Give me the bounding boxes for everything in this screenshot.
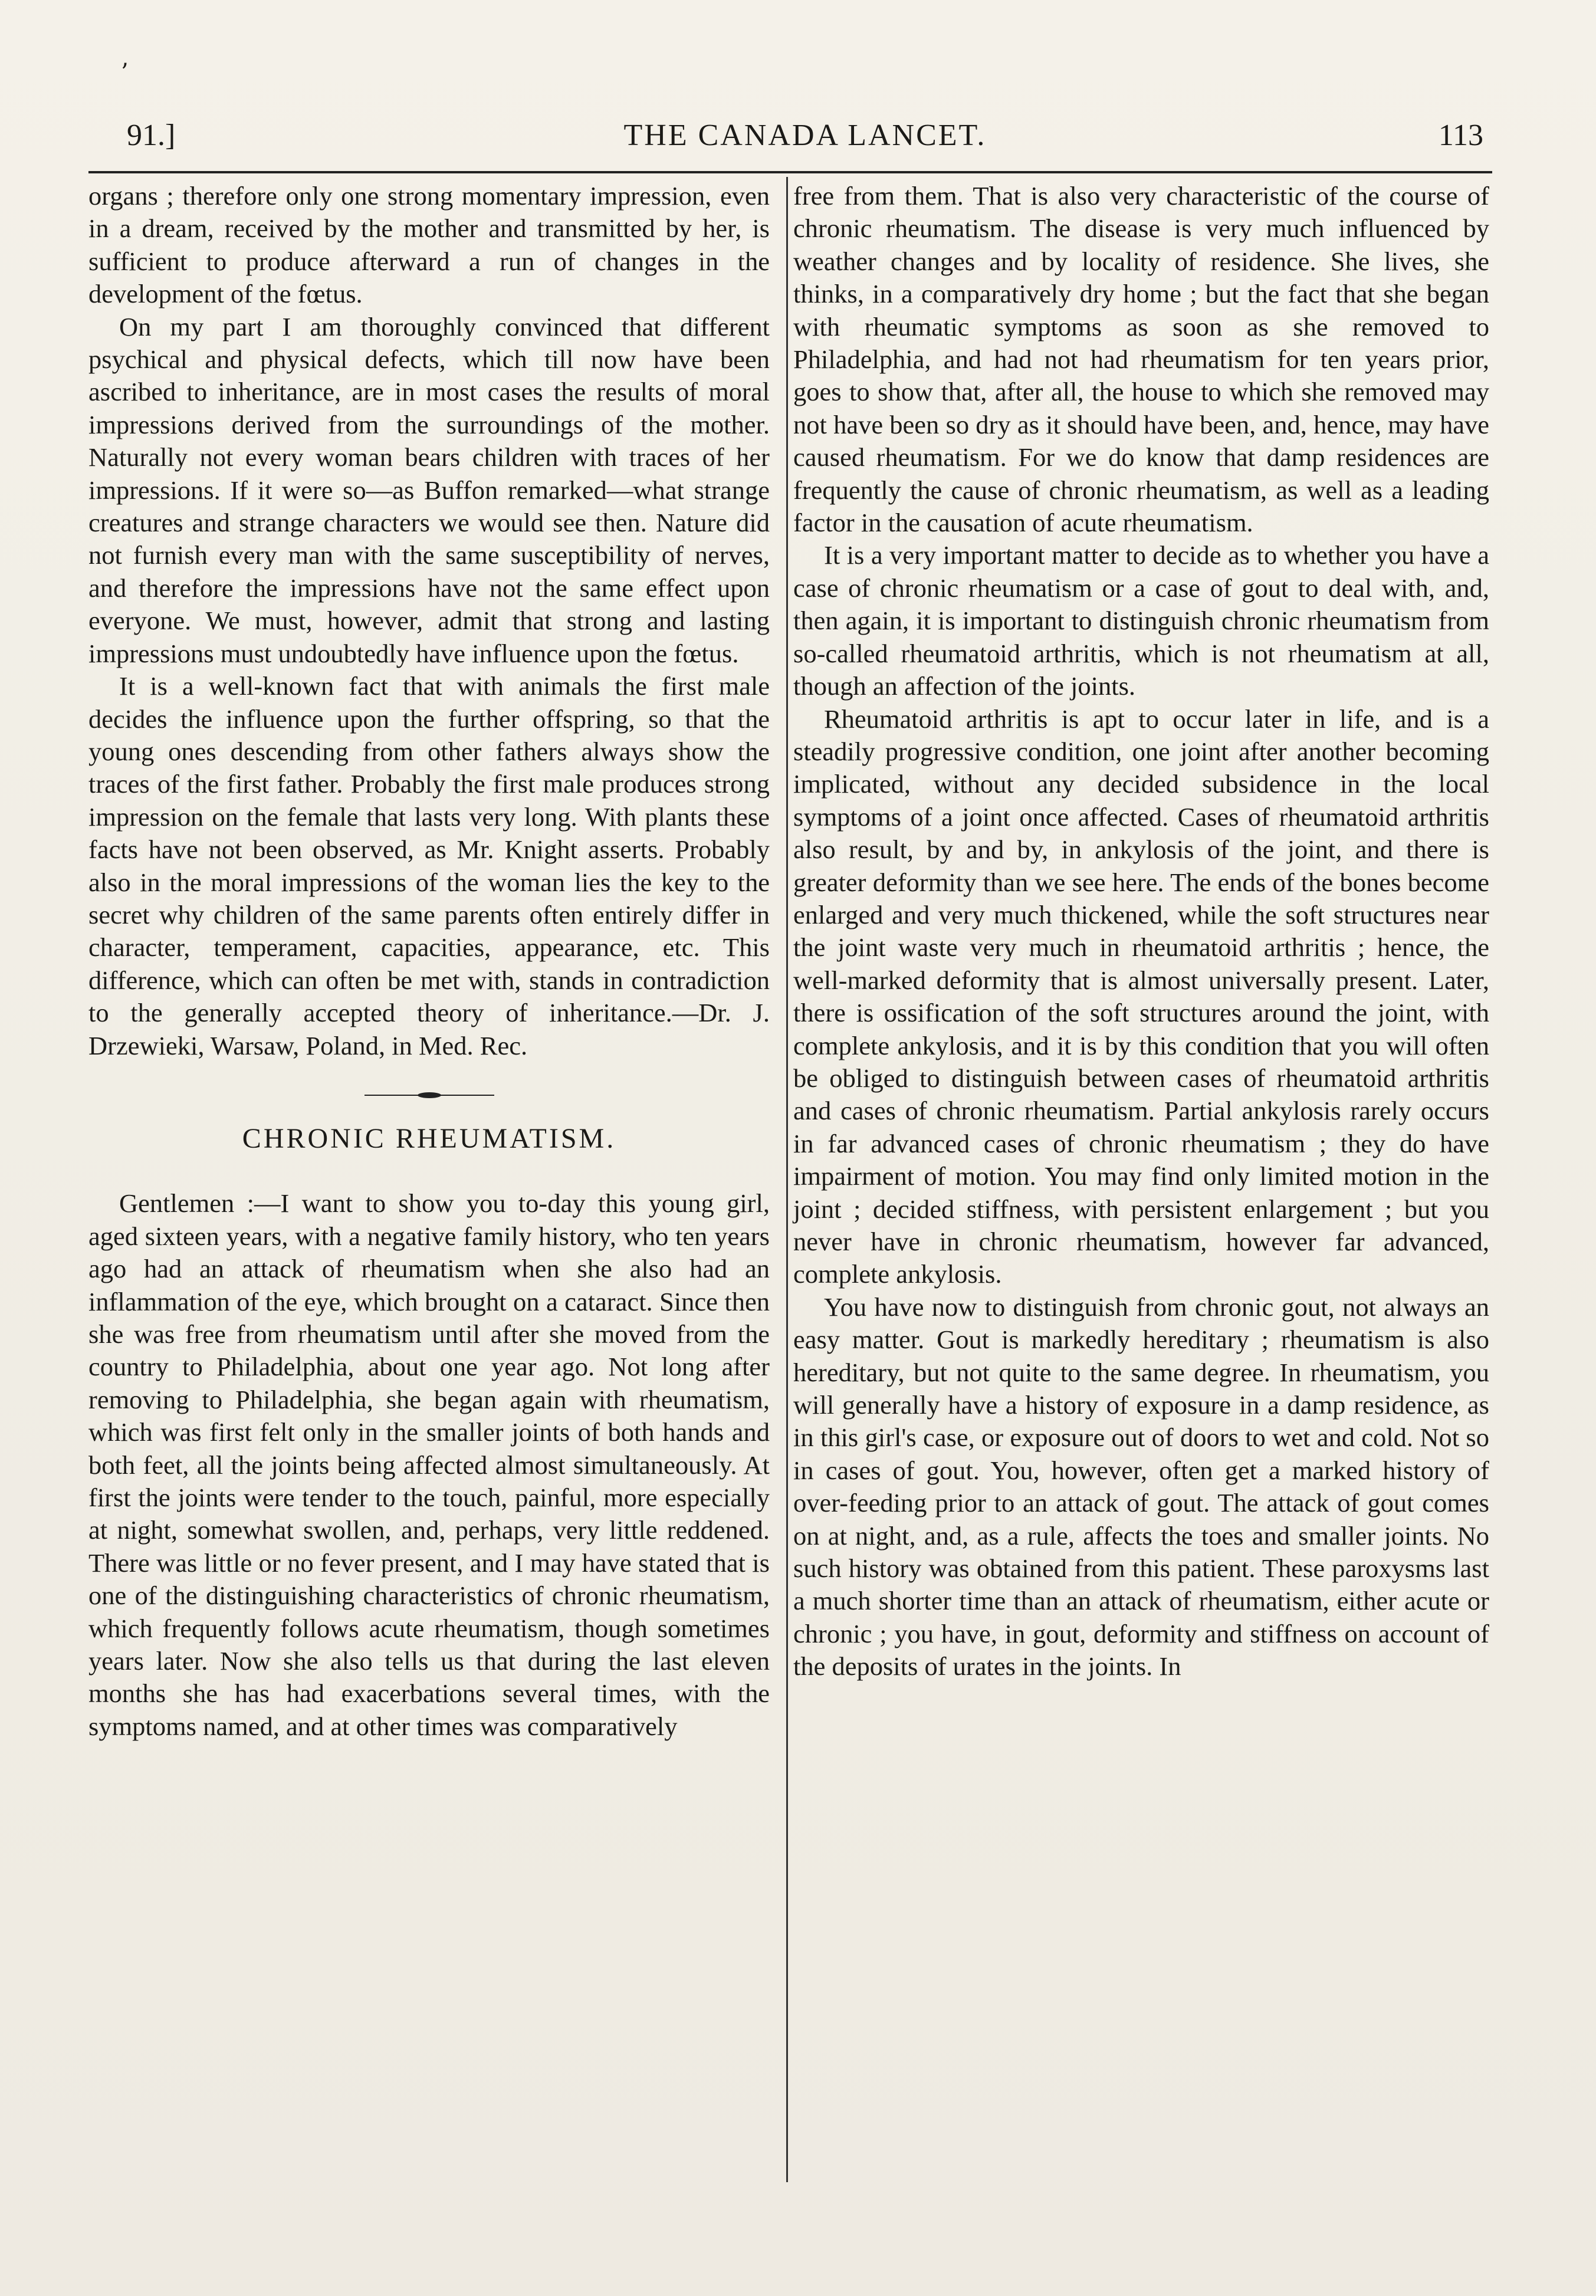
paragraph: You have now to distinguish from chronic gout, not always an easy matter. Gout is markedly hereditary ; rheumatism is also hereditary, but not quite to the same degree. In rheumatism, you will generally have a history of exposure in a damp residence, as in this girl's case, or exposure out of doors to wet and cold. Not so in cases of gout. You, however, often get a marked history of over-feeding prior to an attack of gout. The attack of gout comes on at night, and, as a rule, affects the toes and smaller joints. No such history was obtained from this patient. These paroxysms last a much shorter time than an attack of rheumatism, either acute or chronic ; you have, in gout, deformity and stiffness on account of the deposits of urates in the joints. In bbox=[793, 1292, 1489, 1681]
paragraph: organs ; therefore only one strong momentary impression, even in a dream, received by the mother and transmitted by her, is sufficient to produce afterward a run of changes in the development of the fœtus. bbox=[88, 181, 770, 309]
ink-speck: ’ bbox=[121, 59, 129, 86]
header-rule bbox=[88, 171, 1492, 173]
paragraph: It is a very important matter to decide as to whether you have a case of chronic rheumatism or a case of gout to deal with, and, then again, it is important to distinguish chronic rheumatism from so-called rheumatoid arthritis, which is not rheumatism at all, though an affection of the joints. bbox=[793, 540, 1489, 701]
paragraph: On my part I am thoroughly convinced that different psychical and physical defects, which till now have been ascribed to inheritance, are in most cases the results of moral impressions derived from the surroundings of the mother. Naturally not every woman bears children with traces of her impressions. If it were so—as Buffon remarked—what strange creatures and strange characters we would see then. Nature did not furnish every man with the same susceptibility of nerves, and therefore the impressions have not the same effect upon everyone. We must, however, admit that strong and lasting impressions must undoubtedly have influence upon the fœtus. bbox=[88, 311, 770, 668]
right-column bbox=[787, 180, 1489, 1683]
journal-title: THE CANADA LANCET. bbox=[623, 119, 987, 152]
article-title: CHRONIC RHEUMATISM. bbox=[242, 1122, 616, 1154]
paragraph: Rheumatoid arthritis is apt to occur later in life, and is a steadily progressive condition, one joint after another becoming implicated, without any decided subsidence in the local symptoms of a joint once affected. Cases of rheumatoid arthritis also result, by and by, in ankylosis of the joint, and there is greater deformity than we see here. The ends of the bones become enlarged and very much thickened, while the soft structures near the joint waste very much in rheumatoid arthritis ; hence, the well-marked deformity that is almost universally present. Later, there is ossification of the soft structures around the joint, with complete ankylosis, and it is by this condition that you will often be obliged to distinguish between cases of rheumatoid arthritis and cases of chronic rheumatism. Partial ankylosis rarely occurs in far advanced cases of chronic rheumatism ; they do have impairment of motion. You may find only limited motion in the joint ; decided stiffness, with persistent enlargement ; but you never have in chronic rheumatism, however far advanced, complete ankylosis. bbox=[793, 704, 1489, 1289]
page-header bbox=[127, 118, 1483, 159]
issue-number: 91.] bbox=[127, 119, 176, 152]
left-column bbox=[88, 180, 770, 1743]
paragraph: Gentlemen :—I want to show you to-day this young girl, aged sixteen years, with a negative family history, who ten years ago had an attack of rheumatism when she also had an inflammation of the eye, which brought on a cataract. Since then she was free from rheumatism until after she moved from the country to Philadelphia, about one year ago. Not long after removing to Philadelphia, she began again with rheumatism, which was first felt only in the smaller joints of both hands and both feet, all the joints being affected almost simultaneously. At first the joints were tender to the touch, painful, more especially at night, somewhat swollen, and, perhaps, very little reddened. There was little or no fever present, and I may have stated that is one of the distinguishing characteristics of chronic rheumatism, which frequently follows acute rheumatism, though sometimes years later. Now she also tells us that during the last eleven months she has had exacerbations several times, with the symptoms named, and at other times was comparatively bbox=[88, 1188, 770, 1741]
section-separator bbox=[364, 1092, 494, 1099]
paragraph: free from them. That is also very characteristic of the course of chronic rheumatism. The disease is very much influenced by weather changes and by locality of residence. She lives, she thinks, in a comparatively dry home ; but the fact that she began with rheumatic symptoms as soon as she removed to Philadelphia, and had not had rheumatism for ten years prior, goes to show that, after all, the house to which she removed may not have been so dry as it should have been, and, hence, may have caused rheumatism. For we do know that damp residences are frequently the cause of chronic rheumatism, as well as a leading factor in the causation of acute rheumatism. bbox=[793, 181, 1489, 538]
page-number: 113 bbox=[1438, 119, 1483, 152]
paragraph: It is a well-known fact that with animals the first male decides the influence upon the further offspring, so that the young ones descending from other fathers always show the traces of the first father. Probably the first male produces strong impression on the female that lasts very long. With plants these facts have not been observed, as Mr. Knight asserts. Probably also in the moral impressions of the woman lies the key to the secret why children of the same parents often entirely differ in character, temperament, capacities, appearance, etc. This difference, which can often be met with, stands in contradiction to the generally accepted theory of inheritance.—Dr. J. Drzewieki, Warsaw, Poland, in Med. Rec. bbox=[88, 671, 770, 1060]
